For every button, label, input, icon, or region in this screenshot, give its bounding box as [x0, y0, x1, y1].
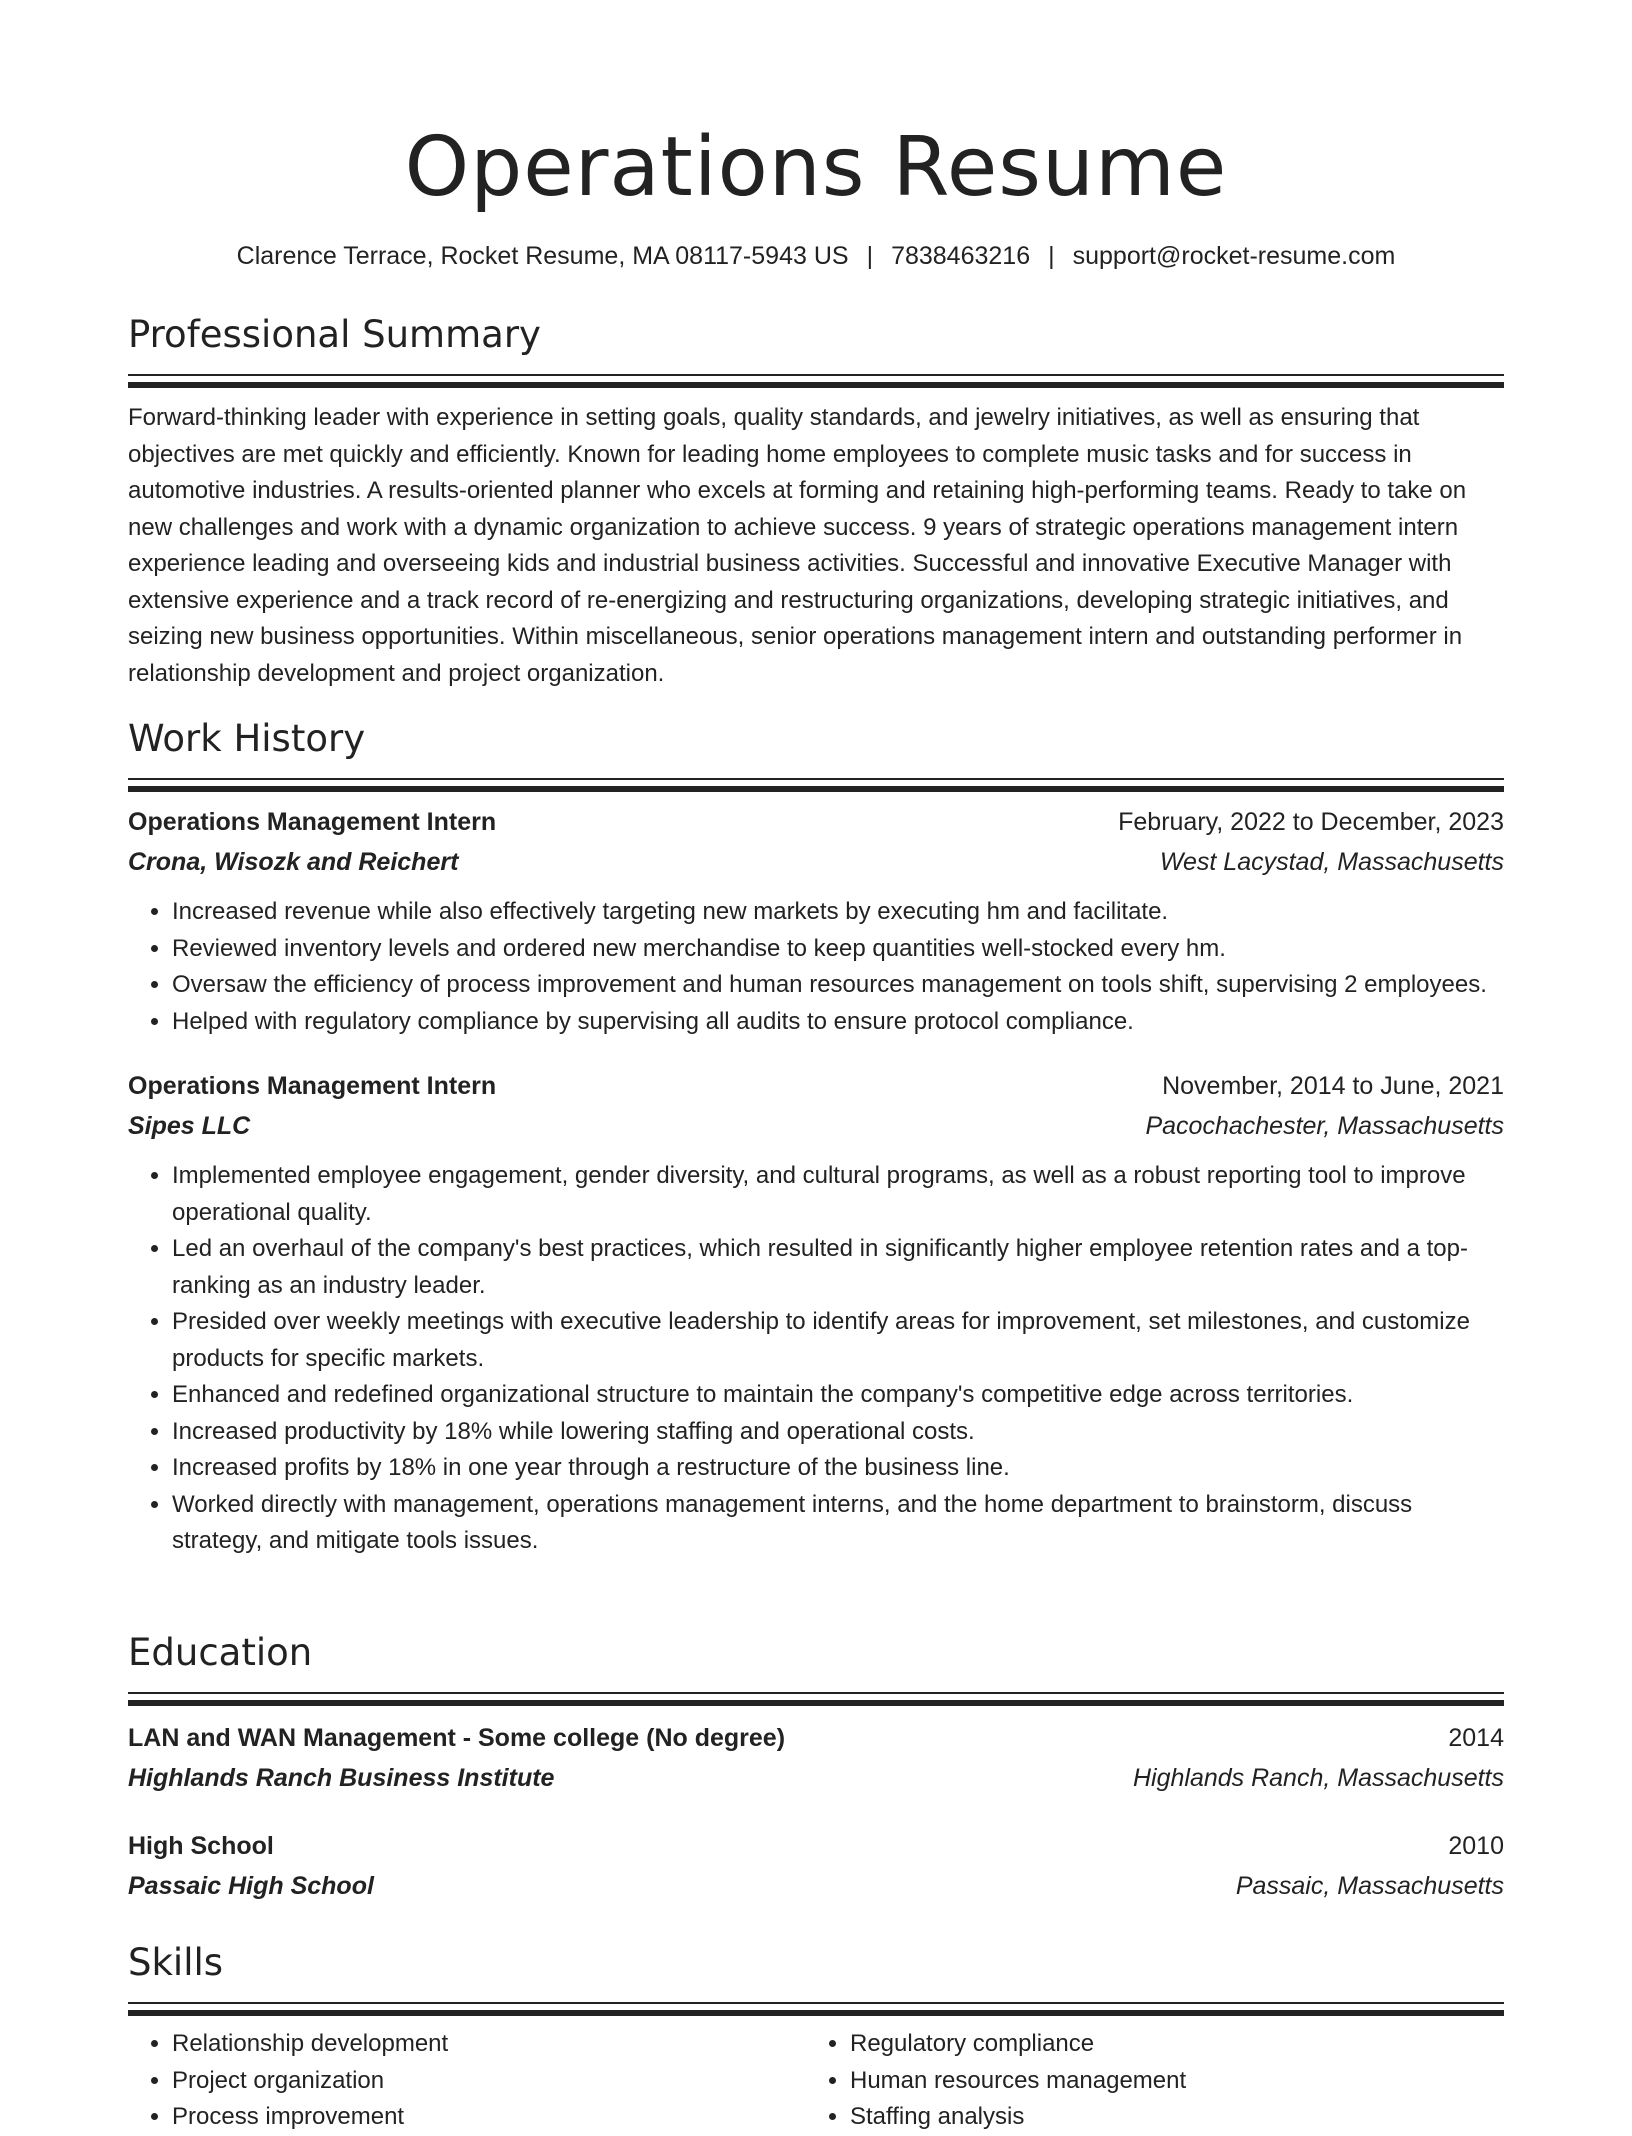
job-dates: February, 2022 to December, 2023: [1118, 808, 1504, 836]
skill-item: • Regulatory compliance: [850, 2026, 1484, 2063]
job-location: West Lacystad, Massachusetts: [1159, 848, 1504, 876]
job-title: Operations Management Intern: [128, 808, 497, 836]
work-history-section: [128, 714, 1504, 1560]
section-divider: [128, 382, 1504, 388]
contact-line: [0, 236, 1632, 276]
job-entry: [128, 1066, 1504, 1560]
section-heading-summary: Professional Summary: [128, 313, 541, 356]
job-title: Operations Management Intern: [128, 1072, 497, 1100]
contact-separator: |: [866, 242, 874, 270]
education-degree: High School: [128, 1832, 274, 1860]
education-school: Highlands Ranch Business Institute: [128, 1764, 555, 1792]
list-item: • Led an overhaul of the company's best practices, which resulted in significantly higher employee retention rates and a top-ranking as an industry leader.: [172, 1231, 1504, 1304]
education-school: Passaic High School: [128, 1872, 374, 1900]
job-dates: November, 2014 to June, 2021: [1162, 1072, 1504, 1100]
section-divider: [128, 786, 1504, 792]
education-header-row: [128, 1718, 1504, 1758]
education-entry: [128, 1718, 1504, 1798]
skill-item: • Project organization: [172, 2063, 806, 2100]
job-company-row: [128, 842, 1504, 882]
list-item: • Presided over weekly meetings with executive leadership to identify areas for improvement, set milestones, and customize products for specific markets.: [172, 1304, 1504, 1377]
list-item: • Helped with regulatory compliance by supervising all audits to ensure protocol compliance.: [172, 1004, 1504, 1041]
job-header-row: [128, 1066, 1504, 1106]
section-divider: [128, 1700, 1504, 1706]
education-degree: LAN and WAN Management - Some college (No degree): [128, 1724, 786, 1752]
page-title: Operations Resume: [404, 120, 1228, 215]
job-company: Crona, Wisozk and Reichert: [128, 848, 459, 876]
education-school-row: [128, 1758, 1504, 1798]
list-item: • Implemented employee engagement, gender diversity, and cultural programs, as well as a robust reporting tool to improve operational quality.: [172, 1158, 1504, 1231]
job-location: Pacochachester, Massachusetts: [1145, 1112, 1504, 1140]
education-section: [128, 1628, 1504, 1906]
contact-email[interactable]: support@rocket-resume.com: [1072, 242, 1396, 270]
section-heading-education: Education: [128, 1631, 313, 1674]
education-location: Passaic, Massachusetts: [1235, 1872, 1504, 1900]
list-item: • Increased profits by 18% in one year through a restructure of the business line.: [172, 1450, 1504, 1487]
section-divider: [128, 778, 1504, 780]
education-entry: [128, 1826, 1504, 1906]
job-company: Sipes LLC: [128, 1112, 251, 1140]
skill-item: • Human resources management: [850, 2063, 1484, 2100]
list-item: • Worked directly with management, operations management interns, and the home department to brainstorm, discuss strategy, and mitigate tools issues.: [172, 1487, 1504, 1560]
job-bullets: [128, 1158, 1504, 1560]
contact-separator: |: [1048, 242, 1055, 270]
list-item: • Oversaw the efficiency of process improvement and human resources management on tools shift, supervising 2 employees.: [172, 967, 1504, 1004]
skill-item: • Staffing analysis: [850, 2099, 1484, 2136]
job-bullets: [128, 894, 1504, 1040]
summary-text: Forward-thinking leader with experience in setting goals, quality standards, and jewelry initiatives, as well as ensuring that objectives are met quickly and efficiently. Known for leading home employees to complete music tasks and for success in automotive industries. A results-oriented planner who excels at forming and retaining high-performing teams. Ready to take on new challenges and work with a dynamic organization to achieve success. 9 years of strategic operations management intern experience leading and overseeing kids and industrial business activities. Successful and innovative Executive Manager with extensive experience and a track record of re-energizing and restructuring organizations, developing strategic initiatives, and seizing new business opportunities. Within miscellaneous, senior operations management intern and outstanding performer in relationship development and project organization.: [128, 404, 1467, 687]
education-year: 2010: [1448, 1832, 1504, 1860]
job-entry: [128, 802, 1504, 1040]
section-divider: [128, 2010, 1504, 2016]
summary-section: [128, 310, 1504, 692]
list-item: • Increased productivity by 18% while lowering staffing and operational costs.: [172, 1414, 1504, 1451]
skill-item: • Relationship development: [172, 2026, 806, 2063]
section-heading-skills: Skills: [128, 1941, 224, 1984]
section-divider: [128, 374, 1504, 376]
skills-section: [128, 1938, 1504, 2136]
list-item: • Increased revenue while also effectively targeting new markets by executing hm and facilitate.: [172, 894, 1504, 931]
skills-columns: [128, 2026, 1504, 2136]
education-location: Highlands Ranch, Massachusetts: [1132, 1764, 1504, 1792]
education-school-row: [128, 1866, 1504, 1906]
contact-phone: 7838463216: [891, 242, 1031, 270]
list-item: • Enhanced and redefined organizational structure to maintain the company's competitive edge across territories.: [172, 1377, 1504, 1414]
education-year: 2014: [1448, 1724, 1504, 1752]
job-header-row: [128, 802, 1504, 842]
list-item: • Reviewed inventory levels and ordered new merchandise to keep quantities well-stocked every hm.: [172, 931, 1504, 968]
section-divider: [128, 1692, 1504, 1694]
job-company-row: [128, 1106, 1504, 1146]
skills-list-right: [806, 2026, 1484, 2136]
skill-item: • Process improvement: [172, 2099, 806, 2136]
skills-list-left: [128, 2026, 806, 2136]
section-heading-work: Work History: [128, 717, 366, 760]
education-header-row: [128, 1826, 1504, 1866]
section-divider: [128, 2002, 1504, 2004]
contact-address: Clarence Terrace, Rocket Resume, MA 08117-5943 US: [236, 242, 849, 270]
